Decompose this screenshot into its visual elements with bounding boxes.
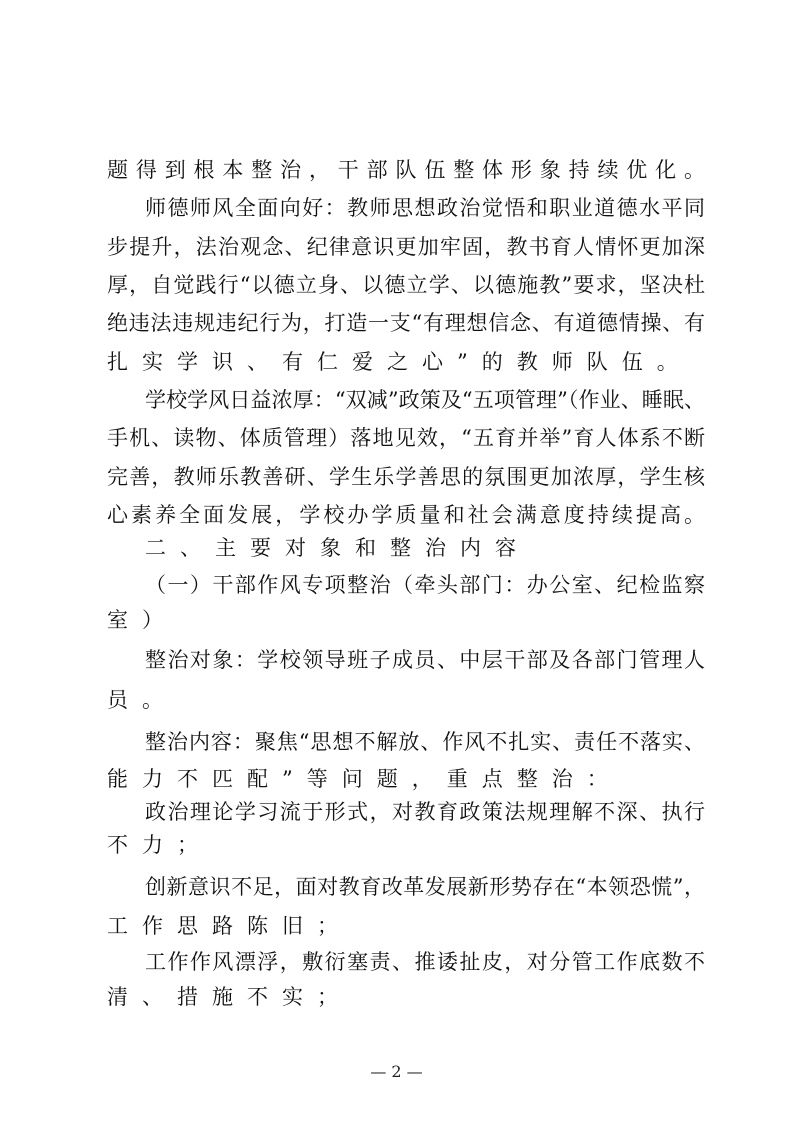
paragraph-line: 心素养全面发展，学校办学质量和社会满意度持续提高。: [107, 503, 705, 527]
paragraph-line: 完善，教师乐教善研、学生乐学善思的氛围更加浓厚，学生核: [107, 465, 705, 489]
paragraph-line: 绝违法违规违纪行为，打造一支“有理想信念、有道德情操、有: [107, 311, 705, 335]
paragraph-line: 员。: [107, 688, 177, 712]
paragraph-line: 步提升，法治观念、纪律意识更加牢固，教书育人情怀更加深: [107, 235, 705, 259]
paragraph-line: 整治对象：学校领导班子成员、中层干部及各部门管理人: [145, 648, 705, 672]
paragraph-line: 能力不匹配”等问题，重点整治：: [107, 767, 622, 791]
paragraph-line: 手机、读物、体质管理）落地见效，“五育并举”育人体系不断: [107, 426, 705, 450]
subsection-heading: 室）: [107, 608, 177, 632]
section-heading: 二、主要对象和整治内容: [145, 536, 530, 560]
paragraph-line: 清、措施不实；: [107, 985, 352, 1009]
paragraph-line: 政治理论学习流于形式，对教育政策法规理解不深、执行: [145, 800, 705, 824]
paragraph-line: 厚，自觉践行“以德立身、以德立学、以德施教”要求，坚决杜: [107, 273, 705, 297]
paragraph-line: 题得到根本整治，干部队伍整体形象持续优化。: [107, 158, 705, 182]
paragraph-line: 不力；: [107, 833, 212, 857]
paragraph-line: 扎实学识、有仁爱之心”的教师队伍。: [107, 350, 692, 374]
subsection-heading: （一）干部作风专项整治（牵头部门：办公室、纪检监察: [145, 573, 705, 597]
paragraph-line: 工作作风漂浮，敷衍塞责、推诿扯皮，对分管工作底数不: [145, 950, 705, 974]
page-number: — 2 —: [370, 1062, 423, 1081]
paragraph-line: 师德师风全面向好：教师思想政治觉悟和职业道德水平同: [145, 196, 705, 220]
paragraph-line: 创新意识不足，面对教育改革发展新形势存在“本领恐慌”，: [145, 875, 705, 899]
paragraph-line: 工作思路陈旧；: [107, 914, 352, 938]
paragraph-line: 整治内容：聚焦“思想不解放、作风不扎实、责任不落实、: [145, 730, 705, 754]
paragraph-line: 学校学风日益浓厚：“双减”政策及“五项管理”（作业、睡眠、: [145, 388, 705, 412]
